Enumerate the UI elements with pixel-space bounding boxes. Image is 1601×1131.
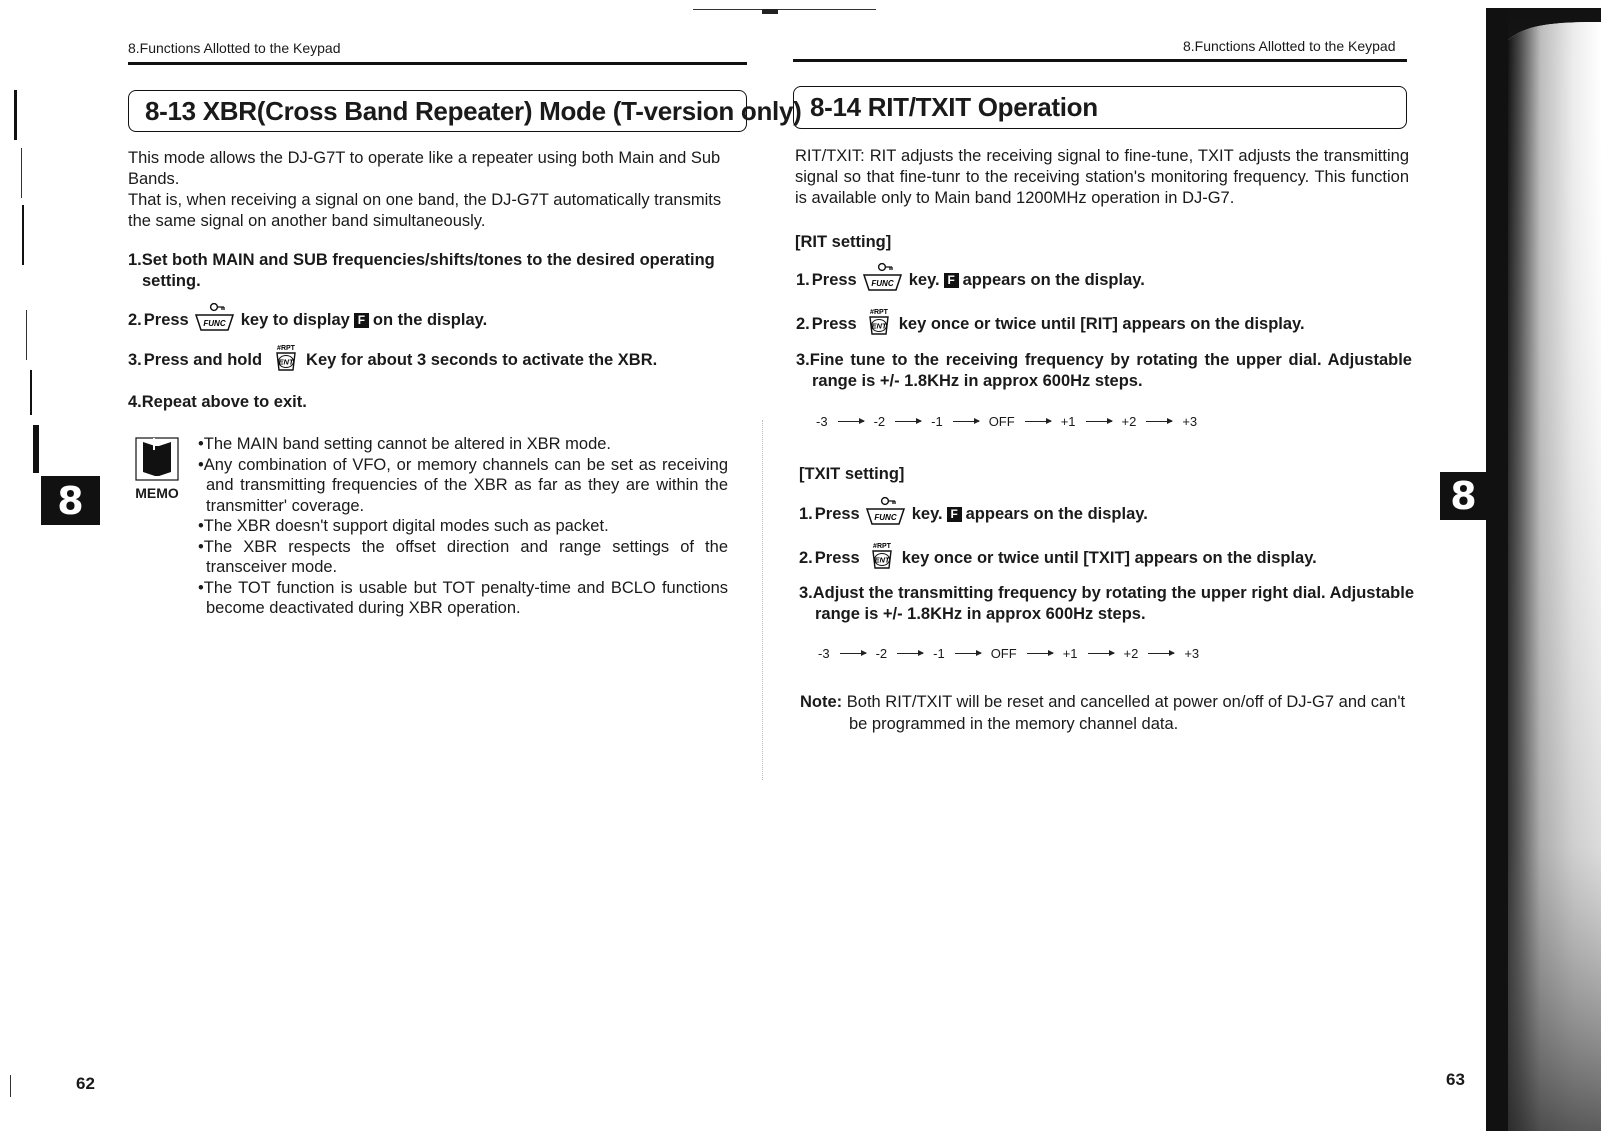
step-text: Set both MAIN and SUB frequencies/shifts/tones to the desired operating setting. bbox=[141, 251, 715, 290]
section-title: 8-13 XBR(Cross Band Repeater) Mode (T-version only) bbox=[145, 95, 802, 126]
rit-step-1 bbox=[796, 262, 1145, 298]
rit-step-3 bbox=[796, 350, 1412, 392]
txit-adjust-scale bbox=[818, 646, 1199, 661]
step-number: 1. bbox=[796, 270, 810, 289]
memo-item: •Any combination of VFO, or memory channels can be set as receiving and transmitting frequencies of the XBR as far as they are within the transmitter' coverage. bbox=[198, 455, 728, 515]
step-4 bbox=[128, 392, 307, 413]
svg-text:ENT: ENT bbox=[871, 321, 887, 331]
binding-mark bbox=[14, 90, 17, 140]
binding-mark bbox=[30, 370, 32, 415]
section-title-box-left bbox=[128, 90, 802, 132]
svg-text:#RPT: #RPT bbox=[872, 543, 891, 550]
scale-value: +2 bbox=[1123, 646, 1139, 661]
func-key-icon bbox=[193, 302, 237, 338]
rit-step-2 bbox=[796, 306, 1305, 342]
header-rule-right bbox=[793, 59, 1407, 62]
svg-text:FUNC: FUNC bbox=[871, 279, 894, 288]
note-text: Both RIT/TXIT will be reset and cancelled at power on/off of DJ-G7 and can't be programmed in the memory channel data. bbox=[846, 693, 1406, 733]
step-text: on the display. bbox=[372, 310, 488, 329]
section-title-box-right bbox=[793, 86, 1407, 129]
step-number: 3. bbox=[128, 350, 142, 369]
f-indicator-icon: F bbox=[944, 273, 959, 288]
scale-value: OFF bbox=[988, 414, 1015, 429]
scale-value: +3 bbox=[1182, 414, 1198, 429]
scale-arrow bbox=[838, 421, 864, 422]
step-1 bbox=[128, 250, 747, 292]
step-text: Press bbox=[814, 548, 860, 567]
svg-text:#RPT: #RPT bbox=[869, 309, 888, 316]
memo-item: •The XBR doesn't support digital modes such as packet. bbox=[198, 517, 609, 535]
scale-arrow bbox=[1148, 653, 1174, 654]
svg-text:#RPT: #RPT bbox=[277, 345, 295, 352]
memo-list bbox=[198, 434, 728, 619]
scale-arrow bbox=[953, 421, 979, 422]
binding-mark bbox=[33, 425, 39, 473]
step-text: appears on the display. bbox=[962, 270, 1145, 289]
note bbox=[800, 691, 1415, 735]
step-number: 1. bbox=[799, 504, 813, 523]
ent-key-icon bbox=[870, 540, 894, 576]
step-number: 2. bbox=[128, 310, 142, 329]
scale-value: +2 bbox=[1121, 414, 1137, 429]
gutter-line bbox=[762, 420, 763, 780]
svg-text:ENT: ENT bbox=[874, 555, 890, 565]
scale-value: -2 bbox=[873, 414, 886, 429]
svg-text:ENT: ENT bbox=[278, 357, 294, 367]
scale-arrow bbox=[1025, 421, 1051, 422]
step-text: key. bbox=[908, 270, 940, 289]
svg-text:FUNC: FUNC bbox=[874, 513, 897, 522]
scale-arrow bbox=[840, 653, 866, 654]
chapter-tab-right: 8 bbox=[1440, 472, 1487, 520]
scale-value: -1 bbox=[931, 414, 943, 429]
step-number: 2. bbox=[799, 548, 813, 567]
scale-arrow bbox=[897, 653, 923, 654]
svg-text:FUNC: FUNC bbox=[203, 319, 226, 328]
memo-book-icon bbox=[134, 436, 180, 482]
step-text: key once or twice until [RIT] appears on the display. bbox=[898, 314, 1305, 333]
memo-item: •The XBR respects the offset direction and range settings of the transceiver mode. bbox=[198, 537, 728, 576]
chapter-tab-left: 8 bbox=[41, 476, 100, 525]
page-number-right: 63 bbox=[1446, 1070, 1465, 1089]
step-text: Adjust the transmitting frequency by rotating the upper right dial. Adjustable range is +/- 1.8KHz in approx 600Hz steps. bbox=[812, 584, 1414, 623]
txit-step-1 bbox=[799, 496, 1148, 532]
scale-value: +3 bbox=[1184, 646, 1200, 661]
step-number: 3. bbox=[796, 351, 810, 369]
step-number: 3. bbox=[799, 584, 813, 602]
memo-item: •The TOT function is usable but TOT penalty-time and BCLO functions become deactivated during XBR operation. bbox=[198, 578, 728, 617]
section-title: 8-14 RIT/TXIT Operation bbox=[810, 92, 1098, 122]
scale-value: -3 bbox=[818, 646, 830, 661]
scale-arrow bbox=[1086, 421, 1112, 422]
top-divider-mark bbox=[762, 9, 778, 14]
scale-value: -1 bbox=[933, 646, 945, 661]
ent-key-icon bbox=[867, 306, 891, 342]
step-text: key to display bbox=[240, 310, 350, 329]
step-text: key. bbox=[911, 504, 943, 523]
step-text: Press bbox=[814, 504, 860, 523]
f-indicator-icon: F bbox=[947, 507, 962, 522]
scale-arrow bbox=[955, 653, 981, 654]
step-text: appears on the display. bbox=[965, 504, 1148, 523]
step-number: 1. bbox=[128, 251, 142, 269]
txit-heading: [TXIT setting] bbox=[799, 465, 905, 483]
scale-value: +1 bbox=[1060, 414, 1076, 429]
step-3 bbox=[128, 342, 657, 378]
binding-mark bbox=[10, 1075, 11, 1097]
memo-item: •The MAIN band setting cannot be altered in XBR mode. bbox=[198, 435, 612, 453]
binding-mark bbox=[21, 148, 22, 198]
scale-value: -3 bbox=[816, 414, 828, 429]
step-text: Press and hold bbox=[143, 350, 263, 369]
header-rule-left bbox=[128, 62, 747, 65]
func-key-icon bbox=[864, 496, 908, 532]
rit-adjust-scale bbox=[816, 414, 1197, 429]
top-divider bbox=[693, 9, 876, 10]
memo-label: MEMO bbox=[135, 485, 179, 501]
step-text: Press bbox=[143, 310, 189, 329]
txit-step-2 bbox=[799, 540, 1317, 576]
note-label: Note: bbox=[800, 693, 843, 711]
step-text: Fine tune to the receiving frequency by rotating the upper dial. Adjustable range is +/- 1.8KHz in approx 600Hz steps. bbox=[809, 351, 1412, 390]
binding-mark bbox=[22, 205, 24, 265]
page-number-left: 62 bbox=[76, 1074, 95, 1093]
running-head-right: 8.Functions Allotted to the Keypad bbox=[1183, 38, 1396, 54]
running-head-left: 8.Functions Allotted to the Keypad bbox=[128, 40, 341, 56]
step-2 bbox=[128, 302, 487, 338]
memo-badge bbox=[133, 436, 181, 501]
step-text: Key for about 3 seconds to activate the XBR. bbox=[306, 350, 658, 369]
ent-key-icon bbox=[274, 342, 298, 378]
txit-step-3 bbox=[799, 583, 1414, 625]
f-indicator-icon: F bbox=[354, 313, 369, 328]
scale-value: -2 bbox=[875, 646, 888, 661]
rit-heading: [RIT setting] bbox=[795, 233, 892, 251]
page-edge bbox=[1486, 0, 1601, 1131]
step-text: key once or twice until [TXIT] appears on the display. bbox=[901, 548, 1317, 567]
step-text: Press bbox=[811, 314, 857, 333]
binding-mark bbox=[26, 310, 27, 360]
scale-arrow bbox=[1088, 653, 1114, 654]
intro-paragraph-2: That is, when receiving a signal on one band, the DJ-G7T automatically transmits the same signal on another band simultaneously. bbox=[128, 191, 722, 230]
rit-intro: RIT/TXIT: RIT adjusts the receiving signal to fine-tune, TXIT adjusts the transmitting signal so that fine-tunr to the receiving station's monitoring frequency. This function is available only to Main band 1200MHz operation in DJ-G7. bbox=[795, 147, 1409, 207]
intro-paragraph: This mode allows the DJ-G7T to operate like a repeater using both Main and Sub Bands. bbox=[128, 149, 721, 188]
scale-arrow bbox=[1146, 421, 1172, 422]
scale-arrow bbox=[1027, 653, 1053, 654]
step-text: Repeat above to exit. bbox=[141, 393, 307, 411]
func-key-icon bbox=[861, 262, 905, 298]
step-text: Press bbox=[811, 270, 857, 289]
scale-value: OFF bbox=[990, 646, 1017, 661]
scale-arrow bbox=[895, 421, 921, 422]
step-number: 2. bbox=[796, 314, 810, 333]
step-number: 4. bbox=[128, 393, 142, 411]
scale-value: +1 bbox=[1062, 646, 1078, 661]
